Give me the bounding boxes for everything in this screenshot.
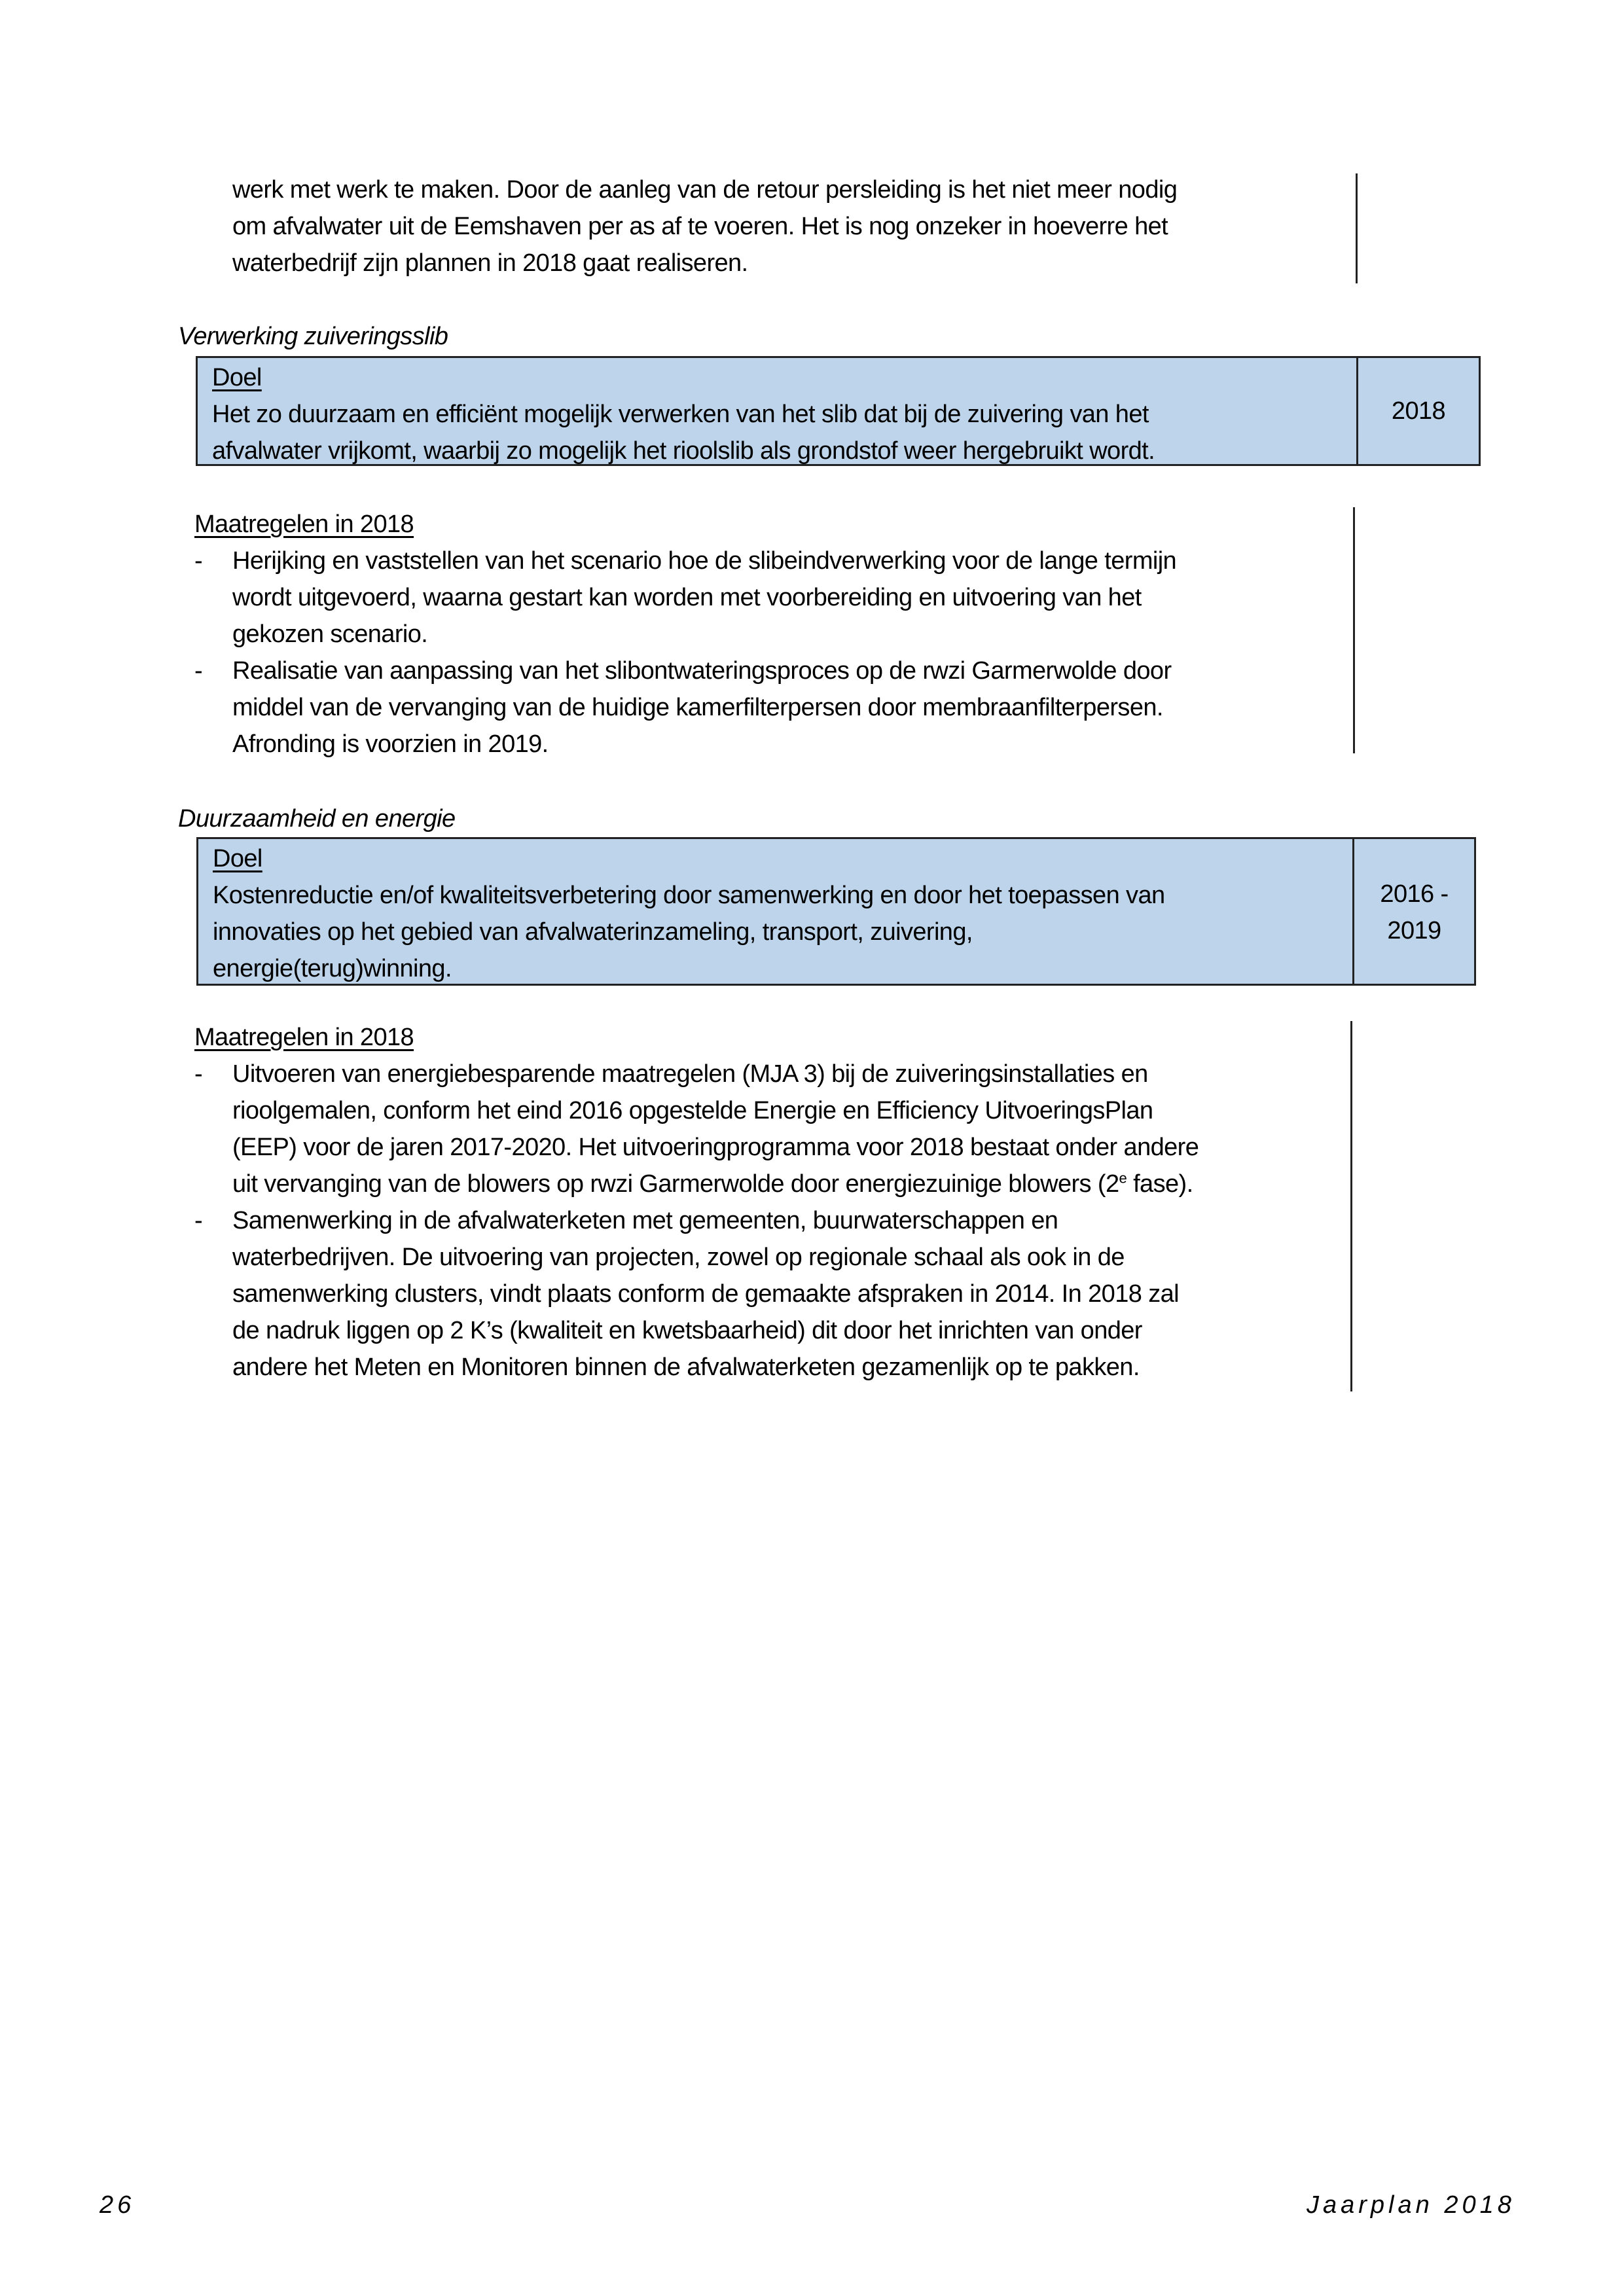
intro-line: om afvalwater uit de Eemshaven per as af te voeren. Het is nog onzeker in hoeverre het <box>232 213 1168 240</box>
maatregel-line: andere het Meten en Monitoren binnen de afvalwaterketen gezamenlijk op te pakken. <box>232 1354 1140 1381</box>
maatregel-line: wordt uitgevoerd, waarna gestart kan worden met voorbereiding en uitvoering van het <box>232 584 1142 611</box>
maatregel-line: (EEP) voor de jaren 2017-2020. Het uitvoeringprogramma voor 2018 bestaat onder andere <box>232 1134 1199 1161</box>
doel-cell <box>198 358 1358 464</box>
doel-line: energie(terug)winning. <box>213 955 452 982</box>
maatregel-line: Afronding is voorzien in 2019. <box>232 730 549 758</box>
doel-line: Kostenreductie en/of kwaliteitsverbetering door samenwerking en door het toepassen van <box>213 882 1165 909</box>
section-heading-slib: Verwerking zuiveringsslib <box>178 323 448 350</box>
doel-table-slib <box>196 356 1481 466</box>
doel-line: afvalwater vrijkomt, waarbij zo mogelijk het rioolslib als grondstof weer hergebruikt wordt. <box>212 437 1155 465</box>
maatregel-line: samenwerking clusters, vindt plaats conform de gemaakte afspraken in 2014. In 2018 zal <box>232 1280 1180 1308</box>
change-bar <box>1356 173 1358 283</box>
page-number: 26 <box>99 2191 135 2219</box>
bullet-dash: - <box>194 547 203 575</box>
doel-line: innovaties op het gebied van afvalwaterinzameling, transport, zuivering, <box>213 918 973 946</box>
document-title: Jaarplan 2018 <box>1307 2191 1515 2219</box>
doel-label: Doel <box>212 364 262 391</box>
doel-year-start: 2016 - <box>1380 880 1449 908</box>
maatregel-line: gekozen scenario. <box>232 620 428 648</box>
maatregel-line: Samenwerking in de afvalwaterketen met gemeenten, buurwaterschappen en <box>232 1207 1058 1234</box>
bullet-dash: - <box>194 1060 203 1088</box>
doel-year-cell <box>1354 839 1474 984</box>
maatregelen-title: Maatregelen in 2018 <box>194 1024 414 1051</box>
maatregel-line: middel van de vervanging van de huidige kamerfilterpersen door membraanfilterpersen. <box>232 694 1163 721</box>
maatregel-line: waterbedrijven. De uitvoering van projecten, zowel op regionale schaal als ook in de <box>232 1244 1125 1271</box>
maatregel-line: de nadruk liggen op 2 K’s (kwaliteit en kwetsbaarheid) dit door het inrichten van onder <box>232 1317 1142 1344</box>
intro-line: waterbedrijf zijn plannen in 2018 gaat realiseren. <box>232 249 748 277</box>
doel-year: 2018 <box>1391 397 1446 425</box>
intro-line: werk met werk te maken. Door de aanleg van de retour persleiding is het niet meer nodig <box>232 176 1178 204</box>
doel-year-end: 2019 <box>1387 917 1441 944</box>
intro-paragraph <box>232 171 1177 281</box>
maatregel-line: uit vervanging van de blowers op rwzi Garmerwolde door energiezuinige blowers (2e fase). <box>232 1170 1193 1198</box>
maatregel-line: Realisatie van aanpassing van het slibontwateringsproces op de rwzi Garmerwolde door <box>232 657 1172 685</box>
doel-year-cell <box>1358 358 1479 464</box>
bullet-dash: - <box>194 657 203 685</box>
bullet-dash: - <box>194 1207 203 1234</box>
doel-label: Doel <box>213 845 262 872</box>
superscript: e <box>1119 1170 1127 1187</box>
maatregel-line: Uitvoeren van energiebesparende maatregelen (MJA 3) bij de zuiveringsinstallaties en <box>232 1060 1148 1088</box>
doel-table-energie <box>196 837 1476 986</box>
maatregel-line: Herijking en vaststellen van het scenario hoe de slibeindverwerking voor de lange termijn <box>232 547 1177 575</box>
change-bar <box>1350 1021 1352 1391</box>
section-heading-energie: Duurzaamheid en energie <box>178 805 456 833</box>
doel-line: Het zo duurzaam en efficiënt mogelijk verwerken van het slib dat bij de zuivering van het <box>212 401 1149 428</box>
maatregelen-title: Maatregelen in 2018 <box>194 511 414 538</box>
maatregel-line: rioolgemalen, conform het eind 2016 opgestelde Energie en Efficiency UitvoeringsPlan <box>232 1097 1153 1124</box>
doel-cell <box>198 839 1354 984</box>
change-bar <box>1353 507 1355 753</box>
